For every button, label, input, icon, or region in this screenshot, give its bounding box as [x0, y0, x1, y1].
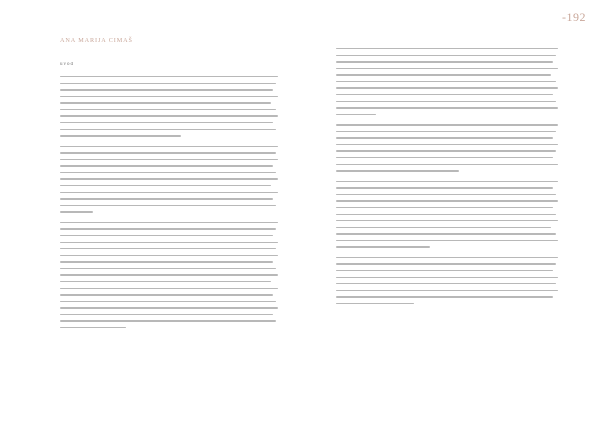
text-line [60, 205, 276, 206]
text-line [336, 263, 556, 264]
text-line [336, 296, 553, 297]
text-line [60, 301, 276, 302]
text-line [60, 102, 271, 103]
paragraph [60, 76, 280, 137]
text-line [336, 187, 553, 188]
paragraph [336, 48, 560, 115]
text-line [336, 107, 558, 108]
text-line [60, 165, 273, 166]
paragraph [336, 124, 560, 171]
text-line [336, 200, 558, 201]
text-line [336, 283, 556, 284]
text-line [60, 122, 273, 123]
text-line [336, 124, 558, 125]
text-line [336, 290, 558, 291]
text-line [60, 281, 271, 282]
text-line [60, 255, 278, 256]
text-line [336, 164, 558, 165]
text-line [60, 159, 278, 160]
left-column [60, 62, 280, 412]
text-line [60, 307, 278, 308]
text-line [60, 135, 181, 136]
text-line [336, 170, 459, 171]
text-line [60, 129, 276, 130]
text-line [336, 55, 556, 56]
paragraph [336, 181, 560, 248]
text-line [336, 220, 558, 221]
text-line [60, 327, 126, 328]
text-line [336, 233, 556, 234]
text-line [60, 178, 278, 179]
text-line [336, 303, 414, 304]
text-line [336, 270, 553, 271]
text-line [60, 314, 273, 315]
running-header-author: ANA MARIJA CIMAŠ [60, 37, 133, 44]
text-line [336, 68, 558, 69]
right-column-text [336, 48, 560, 304]
text-line [60, 294, 273, 295]
text-line [336, 61, 553, 62]
text-line [336, 48, 558, 49]
text-line [336, 150, 556, 151]
text-line [60, 261, 273, 262]
text-line [336, 157, 553, 158]
text-line [60, 235, 273, 236]
text-line [60, 320, 276, 321]
text-line [336, 227, 551, 228]
text-line [336, 137, 553, 138]
text-line [60, 172, 276, 173]
text-line [336, 144, 558, 145]
paragraph [60, 146, 280, 213]
text-line [60, 76, 278, 77]
text-line [336, 207, 553, 208]
text-line [336, 81, 556, 82]
text-line [60, 185, 271, 186]
text-line [336, 131, 556, 132]
text-line [60, 268, 276, 269]
text-line [336, 87, 558, 88]
right-column [336, 48, 560, 398]
text-line [60, 242, 278, 243]
text-line [60, 146, 278, 147]
text-line [60, 211, 93, 212]
text-line [60, 248, 276, 249]
text-line [60, 109, 276, 110]
text-line [60, 274, 278, 275]
text-line [60, 228, 276, 229]
text-line [336, 257, 558, 258]
page-number: -192 [562, 10, 586, 24]
text-line [60, 198, 273, 199]
text-line [336, 240, 558, 241]
text-line [336, 214, 556, 215]
text-line [336, 74, 551, 75]
text-line [60, 83, 276, 84]
text-line [60, 192, 278, 193]
section-heading: uvod [60, 62, 74, 67]
left-column-text [60, 76, 280, 328]
text-line [336, 194, 556, 195]
text-line [60, 115, 278, 116]
text-line [60, 222, 278, 223]
paragraph [336, 257, 560, 304]
text-line [336, 114, 376, 115]
text-line [336, 94, 553, 95]
text-line [60, 89, 273, 90]
text-line [336, 246, 430, 247]
paragraph [60, 222, 280, 329]
text-line [336, 181, 558, 182]
text-line [60, 96, 278, 97]
text-line [336, 101, 556, 102]
text-line [336, 277, 558, 278]
text-line [60, 152, 276, 153]
text-line [60, 288, 278, 289]
